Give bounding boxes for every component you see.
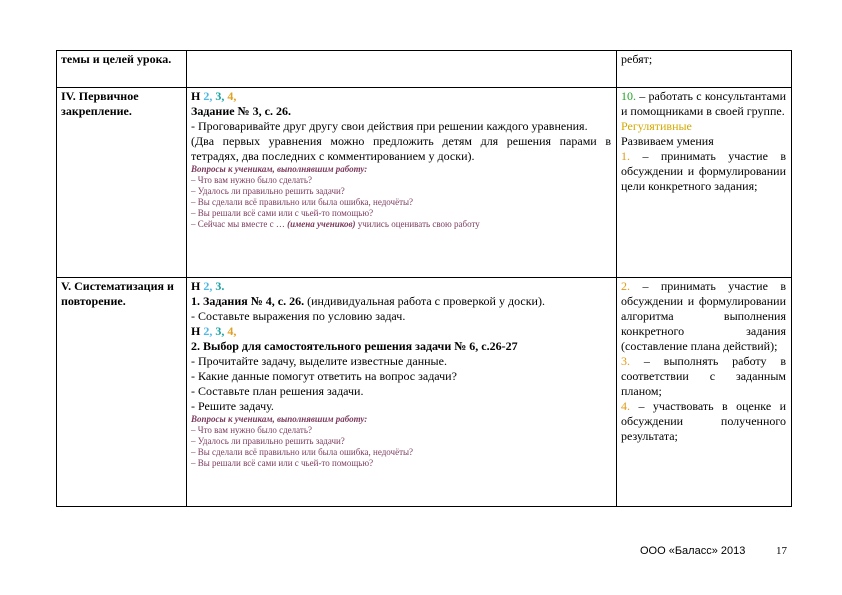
level-prefix: Н [191,324,201,338]
level-4: 4, [227,324,237,338]
task-title: 2. Выбор для самостоятельного решения задачи № 6, с.26-27 [191,339,518,353]
stage-cell [57,51,187,88]
uud-text: – выполнять работу в соответствии с заданным планом; [621,354,787,398]
footer-company: ООО «Баласс» 2013 [640,545,746,557]
level-2: 2, [203,279,213,293]
task-number: 1. Задания № 4, с. 26. [191,294,305,308]
question-item: – Удалось ли правильно решить задачи? [191,436,345,446]
question-item: – Удалось ли правильно решить задачи? [191,186,345,196]
question-part: (имена учеников) [287,219,356,229]
task-note: (индивидуальная работа с проверкой у доски). [307,294,545,308]
uud-cell [617,278,792,507]
instruction-text: - Составьте план решения задачи. [191,384,364,398]
uud-num: 1. [621,149,630,163]
instruction-text: (Два первых уравнения можно предложить детям для решения парами в тетрадях, два последних с комментированием у доски). [191,134,611,163]
uud-item [621,354,786,399]
uud-num: 10. [621,89,636,103]
uud-num: 2. [621,279,630,293]
level-3: 3, [215,324,225,338]
uud-text: – принимать участие в обсуждении и формулировании цели конкретного задания; [621,149,787,193]
level-line [191,89,611,104]
question-item: – Вы сделали всё правильно или была ошибка, недочёты? [191,447,414,457]
stage-cell [57,278,187,507]
level-3: 3, [215,89,225,103]
content-cell [187,51,617,88]
stage-label: темы и целей урока. [61,52,172,66]
question-item: – Что вам нужно было сделать? [191,175,312,185]
level-prefix: Н [191,279,201,293]
content-cell [187,278,617,507]
uud-item [621,279,786,354]
stage-cell [57,88,187,278]
task-title [191,294,611,309]
lesson-table [56,50,792,507]
questions-header: Вопросы к ученикам, выполнявшим работу: [191,414,368,424]
question-part: учились оценивать свою работу [357,219,480,229]
level-line [191,324,611,339]
question-item: – Вы решали всё сами или с чьей-то помощью? [191,458,374,468]
uud-item [621,149,786,194]
question-item: – Вы решали всё сами или с чьей-то помощью? [191,208,374,218]
uud-text: ребят; [621,52,653,66]
uud-num: 4. [621,399,630,413]
level-line [191,279,611,294]
level-4: 4, [227,89,237,103]
task-title: Задание № 3, с. 26. [191,104,291,118]
uud-num: 3. [621,354,630,368]
uud-cell [617,88,792,278]
instruction-text: - Проговаривайте друг другу свои действия при решении каждого уравнения. [191,119,588,133]
table-row [57,278,792,507]
questions-header: Вопросы к ученикам, выполнявшим работу: [191,164,368,174]
level-3: 3. [215,279,225,293]
question-part: – Сейчас мы вместе с … [191,219,285,229]
question-item [191,219,611,230]
uud-text: – участвовать в оценке и обсуждении полученного результата; [621,399,787,443]
level-prefix: Н [191,89,201,103]
level-2: 2, [203,89,213,103]
content-cell [187,88,617,278]
stage-label: IV. Первичное закрепление. [61,89,139,118]
uud-text: – принимать участие в обсуждении и формулировании алгоритма выполнения конкретного задания (составление плана действий); [621,279,787,353]
instruction-text: - Решите задачу. [191,399,274,413]
uud-item [621,89,786,119]
reg-label: Регулятивные [621,119,692,133]
instruction-text: - Какие данные помогут ответить на вопрос задачи? [191,369,457,383]
uud-item [621,399,786,444]
table-row [57,88,792,278]
level-2: 2, [203,324,213,338]
question-item: – Что вам нужно было сделать? [191,425,312,435]
stage-label: V. Систематизация и повторение. [61,279,174,308]
develop-label: Развиваем умения [621,134,714,148]
question-item: – Вы сделали всё правильно или была ошибка, недочёты? [191,197,414,207]
instruction-text: - Составьте выражения по условию задач. [191,309,406,323]
uud-cell [617,51,792,88]
uud-text: – работать с консультантами и помощниками в своей группе. [621,89,786,118]
instruction-text: - Прочитайте задачу, выделите известные данные. [191,354,447,368]
page-number: 17 [776,545,787,557]
table-row [57,51,792,88]
